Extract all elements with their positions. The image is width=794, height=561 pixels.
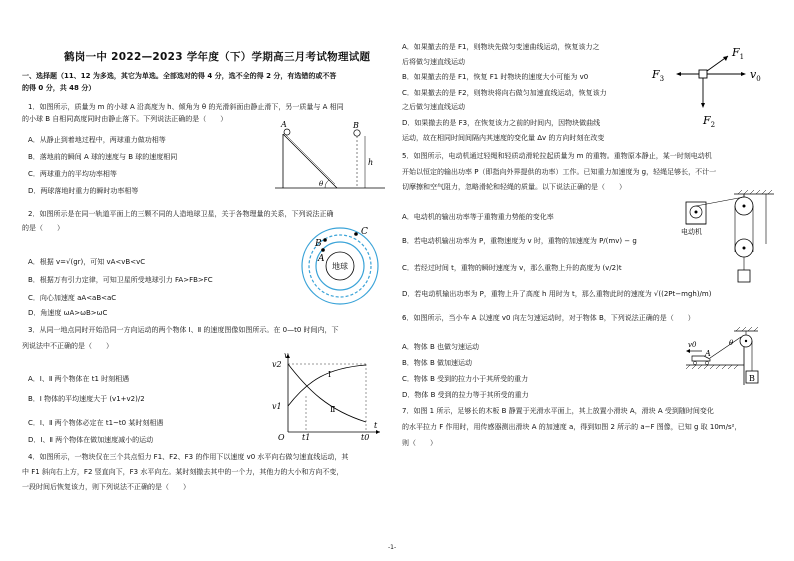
q1-option-a: A．从静止到着地过程中，两球重力做功相等	[28, 136, 166, 144]
label-b: B	[315, 239, 322, 249]
label-h: h	[368, 158, 374, 167]
q1-option-b: B．落地前的瞬间 A 球的速度与 B 球的速度相同	[28, 153, 178, 161]
q2-option-a: A．根据 v=√(gr)，可知 vA<vB<vC	[28, 258, 146, 266]
label-f2: $F_2$	[703, 114, 716, 129]
q5-option-c: C．若经过时间 t，重物的瞬时速度为 v，那么重物上升的高度为 (v/2)t	[402, 264, 622, 272]
q4-force-diagram	[648, 40, 770, 132]
satellite-b	[323, 238, 327, 242]
label-a: A	[705, 349, 711, 358]
q5-stem-cont2: 切摩擦和空气阻力，忽略滑轮和轻绳的质量。以下说法正确的是（ ）	[402, 183, 626, 191]
q7-stem-cont2: 则（ ）	[402, 439, 437, 447]
label-a: A	[318, 254, 325, 264]
ball-b	[354, 130, 360, 136]
motor-label: 电动机	[681, 228, 702, 236]
q2-stem: 2．如图所示是在同一轨道平面上的三颗不同的人造地球卫星，关于各物理量的关系，下列说法正确	[28, 210, 334, 218]
q5-option-d: D．若电动机输出功率为 P，重物上升了高度 h 用时为 t，那么重物此时的速度为 √((2Pt−mgh)/m)	[402, 290, 712, 298]
label-v1: v1	[272, 402, 282, 411]
label-c: C	[361, 227, 368, 237]
label-theta: θ	[729, 339, 734, 347]
ball-a	[284, 129, 290, 135]
q4-option-a: A．如果撤去的是 F1，则物块先做匀变速曲线运动，恢复该力之	[402, 43, 600, 51]
q3-option-a: A．Ⅰ、Ⅱ 两个物体在 t1 时刻相遇	[28, 375, 130, 383]
q4-option-c-cont: 之后做匀速直线运动	[402, 103, 465, 111]
q5-motor-pulley-figure	[678, 190, 774, 288]
q5-stem-cont: 开始以恒定的输出功率 P（即指向外界提供的功率）工作。已知重力加速度为 g，轻绳足够长，不计一	[402, 168, 717, 176]
q6-option-d: D．物体 B 受到的拉力等于其所受的重力	[402, 391, 529, 399]
earth-label: 地球	[332, 262, 348, 271]
q6-option-c: C．物体 B 受到的拉力小于其所受的重力	[402, 375, 529, 383]
q3-option-b: B．Ⅰ 物体的平均速度大于 (v1+v2)/2	[28, 395, 145, 403]
q1-option-c: C．两球重力的平均功率相等	[28, 170, 117, 178]
label-b: B	[353, 121, 359, 130]
section-heading: 一、选择题（11、12 为多选，其它为单选。全部选对的得 4 分，选不全的得 2 分，有选错的或不答	[22, 72, 337, 80]
q4-stem: 4．如图所示，一物块仅在三个共点恒力 F1、F2、F3 的作用下以速度 v0 水平向右做匀速直线运动，其	[28, 453, 349, 461]
label-v: v	[284, 351, 289, 360]
label-o: O	[278, 433, 285, 442]
label-b: B	[749, 374, 755, 383]
label-f1: $F_1$	[732, 46, 745, 61]
q4-option-c: C．如果撤去的是 F2，则物块将向右做匀加速直线运动，恢复该力	[402, 89, 607, 97]
q5-option-a: A．电动机的输出功率等于重物重力势能的变化率	[402, 213, 554, 221]
q1-stem: 1．如图所示，质量为 m 的小球 A 沿高度为 h、倾角为 θ 的光滑斜面由静止滑下，另一质量与 A 相同	[28, 103, 344, 111]
q3-stem: 3．从同一地点同时开始沿同一方向运动的两个物体 Ⅰ、Ⅱ 的速度图像如图所示。在 0—t0 时间内，下	[28, 326, 339, 334]
label-v0: v0	[688, 341, 697, 349]
q1-incline-figure	[275, 118, 385, 194]
page-title: 鹤岗一中 2022—2023 学年度（下）学期高三月考试物理试题	[64, 51, 371, 63]
q1-stem-cont: 的小球 B 自相同高度同时由静止落下。下列说法正确的是（ ）	[22, 115, 228, 123]
q6-stem: 6．如图所示，当小车 A 以速度 v0 向左匀速运动时，对于物体 B，下列说法正确的是（ ）	[402, 314, 695, 322]
satellite-c	[354, 232, 358, 236]
label-t1: t1	[302, 433, 311, 442]
label-theta: θ	[319, 180, 324, 188]
q6-option-a: A．物体 B 也做匀速运动	[402, 343, 480, 351]
q3-option-c: C．Ⅰ、Ⅱ 两个物体必定在 t1~t0 某时刻相遇	[28, 419, 164, 427]
label-v2: v2	[272, 360, 282, 369]
q5-option-b: B．若电动机输出功率为 P，重物速度为 v 时，重物的加速度为 P/(mv) − g	[402, 237, 637, 245]
q3-vt-graph	[268, 350, 384, 442]
q4-option-d-cont: 运动，故在相同时间间隔内其速度的变化量 Δv 的方向时刻在改变	[402, 134, 605, 142]
q2-option-d: D．角速度 ωA>ωB>ωC	[28, 309, 108, 317]
q5-stem: 5．如图所示，电动机通过轻绳和轻质动滑轮拉起质量为 m 的重物。重物原本静止，某一时刻电动机	[402, 152, 712, 160]
q4-option-a-cont: 后将做匀速直线运动	[402, 58, 465, 66]
q6-cart-block-figure	[680, 323, 772, 389]
satellite-a	[321, 248, 325, 252]
q4-stem-cont2: 一段时间后恢复该力，则下列说法不正确的是（ ）	[22, 483, 190, 491]
q3-option-d: D．Ⅰ、Ⅱ 两个物体在做加速度减小的运动	[28, 436, 154, 444]
q3-stem-cont: 列说法中不正确的是（ ）	[22, 342, 113, 350]
q4-stem-cont: 中 F1 斜向右上方，F2 竖直向下，F3 水平向左。某时刻撤去其中的一个力，其他力的大小和方向不变，	[22, 468, 344, 476]
curve-i	[288, 365, 366, 406]
q2-satellite-figure	[300, 220, 385, 308]
q4-option-b: B．如果撤去的是 F1，恢复 F1 时物块的速度大小可能为 v0	[402, 73, 589, 81]
rope-diagonal	[710, 337, 741, 358]
q2-option-c: C．向心加速度 aA<aB<aC	[28, 294, 117, 302]
q4-option-d: D．如果撤去的是 F3，在恢复该力之前的时间内，因物块做曲线	[402, 119, 601, 127]
q7-stem: 7．如图 1 所示，足够长的木板 B 静置于光滑水平面上，其上放置小滑块 A，滑块 A 受到随时间变化	[402, 407, 714, 415]
q2-stem-cont: 的是（ ）	[22, 224, 64, 232]
q6-option-b: B．物体 B 做加速运动	[402, 359, 473, 367]
q7-stem-cont: 的水平拉力 F 作用时，用传感器测出滑块 A 的加速度 a，得到如图 2 所示的 a−F 图像，已知 g 取 10m/s²，	[402, 423, 742, 431]
page-number: -1-	[388, 544, 397, 551]
label-t: t	[374, 421, 378, 430]
label-a: A	[281, 120, 287, 129]
label-curve-i: Ⅰ	[328, 370, 332, 379]
q2-option-b: B．根据万有引力定律，可知卫星所受地球引力 FA>FB>FC	[28, 276, 213, 284]
q1-option-d: D．两球落地时重力的瞬时功率相等	[28, 187, 139, 195]
label-t0: t0	[361, 433, 370, 442]
section-heading-cont: 的得 0 分，共 48 分）	[22, 84, 96, 92]
block	[699, 70, 707, 78]
label-f3: $F_3$	[652, 68, 665, 83]
label-curve-ii: Ⅱ	[330, 405, 336, 414]
weight-block	[738, 270, 750, 282]
label-v0: $v_0$	[750, 68, 761, 83]
